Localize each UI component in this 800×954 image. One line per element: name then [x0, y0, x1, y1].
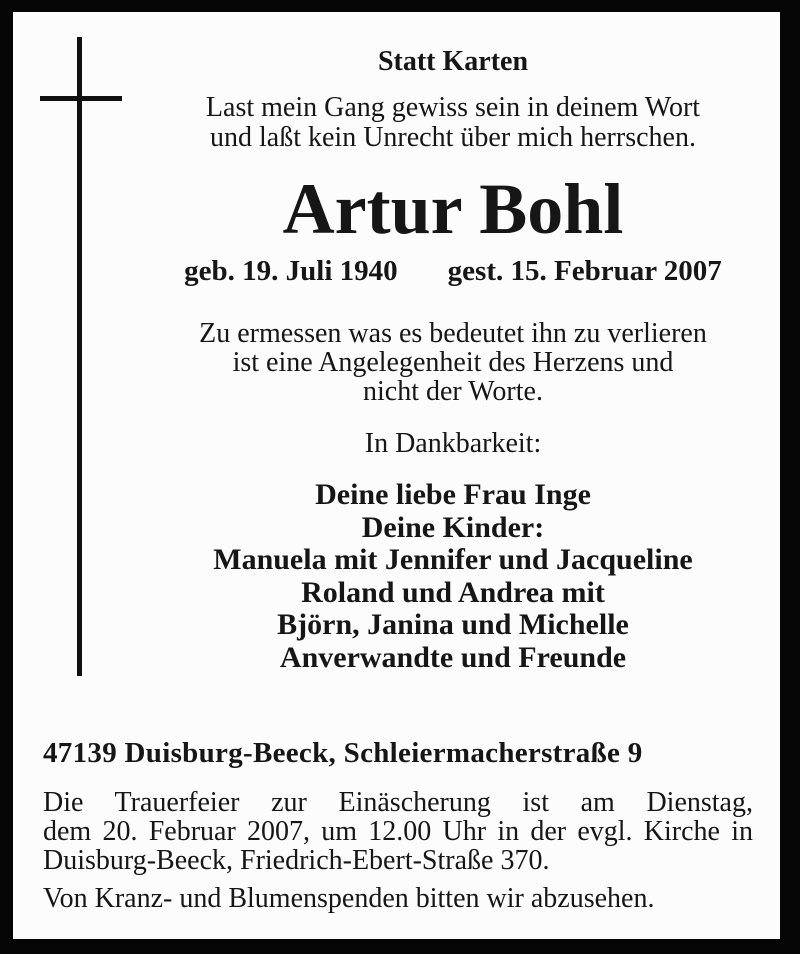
mourner-line-5: Björn, Janina und Michelle	[277, 608, 629, 641]
mourner-line-6: Anverwandte und Freunde	[279, 640, 627, 674]
mourners-list	[150, 479, 756, 674]
gratitude-line: In Dankbarkeit:	[364, 428, 542, 459]
tribute-line-2: ist eine Angelegenheit des Herzens und	[232, 347, 674, 378]
funeral-line-2: dem 20. Februar 2007, um 12.00 Uhr in der evgl. Kirche in	[43, 816, 753, 847]
quote-line-1: Last mein Gang gewiss sein in deinem Wort	[205, 92, 701, 123]
funeral-line-3: Duisburg-Beeck, Friedrich-Ebert-Straße 370.	[43, 845, 550, 876]
tribute-text	[150, 319, 756, 406]
mourner-line-3: Manuela mit Jennifer und Jacqueline	[213, 543, 693, 576]
notice-paper	[13, 12, 780, 939]
death-date: gest. 15. Februar 2007	[447, 255, 722, 287]
tribute-line-1: Zu ermessen was es bedeutet ihn zu verlieren	[199, 318, 707, 349]
cross-vertical-bar	[77, 37, 82, 676]
funeral-details	[43, 788, 753, 875]
deceased-name: Artur Bohl	[282, 169, 624, 249]
tribute-line-3: nicht der Worte.	[363, 376, 543, 407]
statt-karten-heading: Statt Karten	[377, 46, 529, 77]
life-dates	[150, 256, 756, 286]
funeral-line-1: Die Trauerfeier zur Einäscherung ist am Dienstag,	[43, 787, 753, 818]
birth-date: geb. 19. Juli 1940	[184, 255, 398, 287]
mourner-line-4: Roland und Andrea mit	[301, 575, 605, 609]
quote-line-2: und laßt kein Unrecht über mich herrschen.	[210, 122, 696, 153]
donations-note: Von Kranz- und Blumenspenden bitten wir abzusehen.	[43, 883, 655, 914]
scripture-quote	[150, 93, 756, 153]
mourner-line-1: Deine liebe Frau Inge	[315, 478, 591, 511]
home-address: 47139 Duisburg-Beeck, Schleiermacherstraße 9	[43, 737, 643, 769]
cross-horizontal-bar	[40, 96, 122, 101]
mourner-line-2: Deine Kinder:	[361, 510, 545, 544]
